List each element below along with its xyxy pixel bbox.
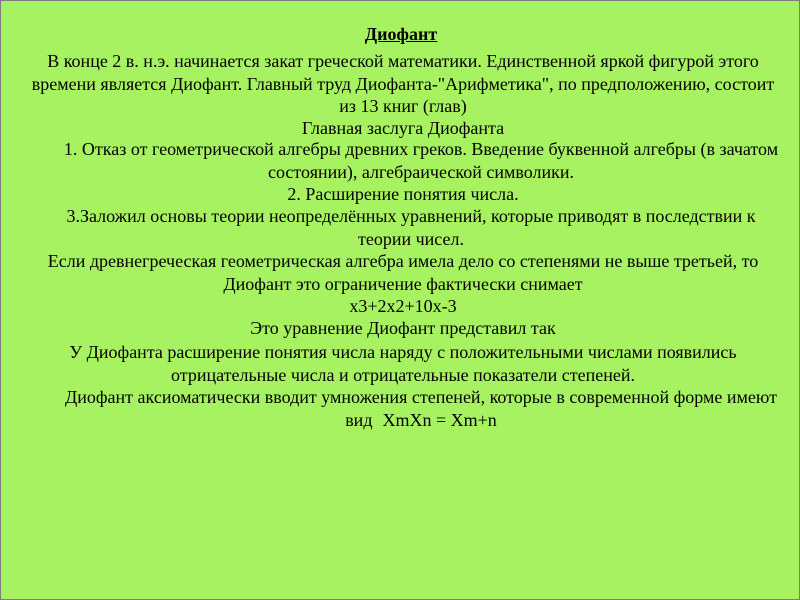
greek-algebra-paragraph: Если древнегреческая геометрическая алгебра имела дело со степенями не выше третьей, то Диофант это ограничение фактически снимает	[47, 251, 759, 294]
powers-paragraph	[61, 386, 781, 431]
equation-line: x3+2x2+10x-3	[349, 296, 457, 316]
merit-item-2: 2. Расширение понятия числа.	[287, 184, 519, 204]
slide-title: Диофант	[364, 24, 438, 44]
powers-text: Диофант аксиоматически вводит умножения степеней, которые в современной форме имеют вид	[64, 387, 777, 430]
merit-item-3: 3.Заложил основы теории неопределённых уравнений, которые приводят в последствии к теории чисел.	[66, 206, 756, 249]
main-merit-heading: Главная заслуга Диофанта	[301, 118, 505, 138]
equation-caption: Это уравнение Диофант представил так	[250, 318, 556, 338]
intro-paragraph: В конце 2 в. н.э. начинается закат греческой математики. Единственной яркой фигурой этого времени является Диофант. Главный труд Диофанта-"Арифметика", по предположению, состоит из 13 книг (глав)	[31, 51, 775, 116]
powers-formula: XmXn = Xm+n	[382, 409, 497, 430]
negative-numbers-paragraph: У Диофанта расширение понятия числа наряду с положительными числами появились отрицательные числа и отрицательные показатели степеней.	[69, 342, 737, 385]
merit-item-1: 1. Отказ от геометрической алгебры древних греков. Введение буквенной алгебры (в зачатом состоянии), алгебраической символики.	[63, 139, 779, 182]
